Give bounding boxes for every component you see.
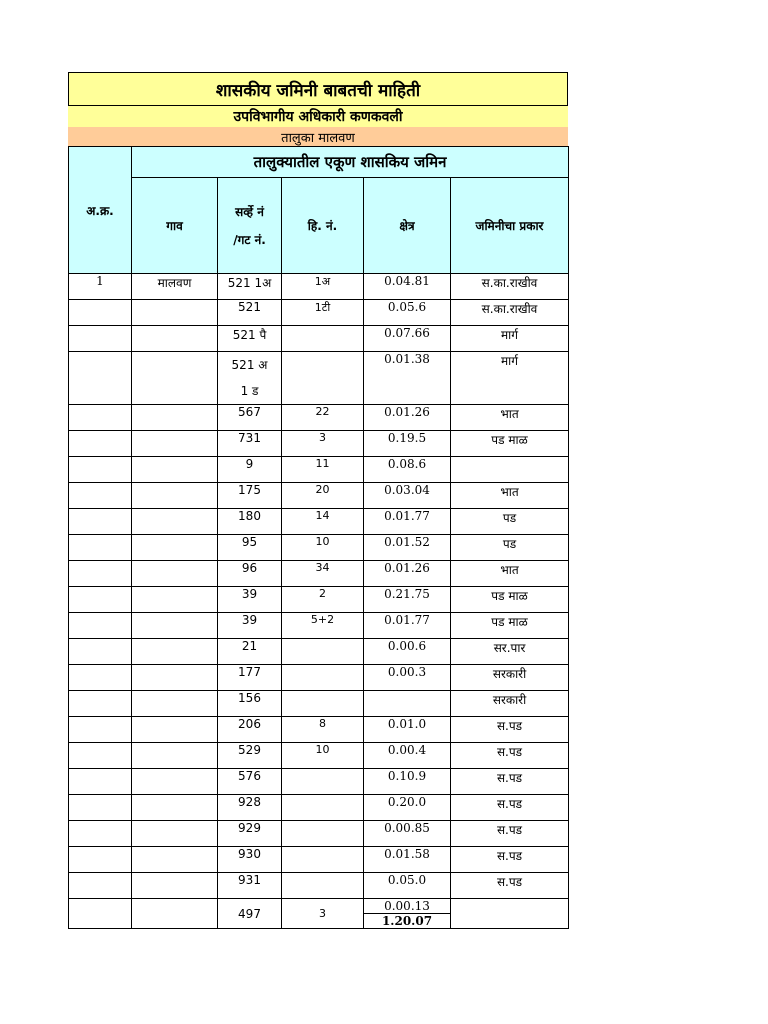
group-header: तालुक्यातील एकूण शासकिय जमिन: [132, 147, 569, 178]
hissa-cell: [282, 326, 364, 352]
survey-cell: 521 1अ: [218, 274, 282, 300]
survey-cell: 9: [218, 457, 282, 483]
area-cell: 0.01.38: [364, 352, 451, 405]
survey-cell: 21: [218, 639, 282, 665]
table-row: [69, 717, 569, 743]
survey-cell: [218, 352, 282, 405]
table-row: [69, 352, 569, 405]
village-cell: [132, 717, 218, 743]
land-type-cell: भात: [451, 561, 569, 587]
serial-cell: [69, 326, 132, 352]
hissa-cell: [282, 352, 364, 405]
survey-cell: 567: [218, 405, 282, 431]
hissa-cell: 2: [282, 587, 364, 613]
village-cell: [132, 873, 218, 899]
land-type-cell: स.का.राखीव: [451, 300, 569, 326]
col-hissa: हि. नं.: [282, 178, 364, 274]
serial-cell: [69, 769, 132, 795]
area-cell: 0.10.9: [364, 769, 451, 795]
village-cell: [132, 300, 218, 326]
serial-cell: [69, 743, 132, 769]
area-cell: 0.01.26: [364, 561, 451, 587]
col-survey-line1: सर्व्हे नं: [235, 204, 264, 219]
last-serial: [69, 899, 132, 929]
village-cell: [132, 821, 218, 847]
hissa-cell: 8: [282, 717, 364, 743]
survey-cell: 180: [218, 509, 282, 535]
area-cell: 0.00.6: [364, 639, 451, 665]
hissa-cell: [282, 769, 364, 795]
table-row: [69, 326, 569, 352]
hissa-cell: 5+2: [282, 613, 364, 639]
table-row: [69, 769, 569, 795]
area-cell: 0.01.77: [364, 613, 451, 639]
land-type-cell: स.पड: [451, 795, 569, 821]
serial-cell: [69, 352, 132, 405]
hissa-cell: 22: [282, 405, 364, 431]
area-cell: 0.01.52: [364, 535, 451, 561]
col-serial: अ.क्र.: [69, 147, 132, 274]
hissa-cell: 3: [282, 431, 364, 457]
survey-cell: 731: [218, 431, 282, 457]
land-type-cell: पड: [451, 509, 569, 535]
table-row: [69, 561, 569, 587]
village-cell: [132, 352, 218, 405]
table-row: [69, 743, 569, 769]
land-type-cell: स.पड: [451, 821, 569, 847]
village-cell: [132, 639, 218, 665]
serial-cell: [69, 795, 132, 821]
table-row: [69, 300, 569, 326]
survey-cell: 931: [218, 873, 282, 899]
serial-cell: [69, 457, 132, 483]
land-type-cell: स.का.राखीव: [451, 274, 569, 300]
village-cell: [132, 405, 218, 431]
area-cell: 0.00.3: [364, 665, 451, 691]
serial-cell: [69, 821, 132, 847]
survey-cell: 576: [218, 769, 282, 795]
last-area: 0.00.13: [364, 899, 451, 914]
area-cell: 0.21.75: [364, 587, 451, 613]
area-cell: 0.03.04: [364, 483, 451, 509]
serial-cell: [69, 431, 132, 457]
land-type-cell: सरकारी: [451, 691, 569, 717]
serial-cell: [69, 639, 132, 665]
survey-line1: 521 अ: [231, 358, 268, 372]
area-cell: 0.08.6: [364, 457, 451, 483]
table-row: [69, 587, 569, 613]
serial-cell: 1: [69, 274, 132, 300]
table-row: [69, 509, 569, 535]
land-type-cell: भात: [451, 483, 569, 509]
hissa-cell: 1अ: [282, 274, 364, 300]
survey-cell: 156: [218, 691, 282, 717]
table-row: [69, 431, 569, 457]
serial-cell: [69, 665, 132, 691]
hissa-cell: [282, 665, 364, 691]
land-type-cell: सरकारी: [451, 665, 569, 691]
village-cell: [132, 743, 218, 769]
survey-line2: 1 ड: [240, 384, 259, 398]
table-row: [69, 483, 569, 509]
village-cell: [132, 847, 218, 873]
hissa-cell: 14: [282, 509, 364, 535]
area-cell: 0.19.5: [364, 431, 451, 457]
col-village: गाव: [132, 178, 218, 274]
survey-cell: 529: [218, 743, 282, 769]
village-cell: [132, 665, 218, 691]
col-survey: [218, 178, 282, 274]
area-cell: 0.07.66: [364, 326, 451, 352]
land-type-cell: स.पड: [451, 717, 569, 743]
land-type-cell: पड माळ: [451, 431, 569, 457]
village-cell: मालवण: [132, 274, 218, 300]
area-cell: 0.01.58: [364, 847, 451, 873]
table-row: [69, 274, 569, 300]
taluka-label: तालुका मालवण: [68, 127, 568, 146]
hissa-cell: 34: [282, 561, 364, 587]
serial-cell: [69, 873, 132, 899]
last-type: [451, 899, 569, 929]
hissa-cell: [282, 821, 364, 847]
hissa-cell: 11: [282, 457, 364, 483]
serial-cell: [69, 717, 132, 743]
area-cell: 0.05.6: [364, 300, 451, 326]
serial-cell: [69, 561, 132, 587]
serial-cell: [69, 847, 132, 873]
land-type-cell: सर.पार: [451, 639, 569, 665]
serial-cell: [69, 483, 132, 509]
survey-cell: 928: [218, 795, 282, 821]
land-type-cell: पड माळ: [451, 613, 569, 639]
area-cell: 0.20.0: [364, 795, 451, 821]
col-land-type: जमिनीचा प्रकार: [451, 178, 569, 274]
serial-cell: [69, 300, 132, 326]
table-row: [69, 405, 569, 431]
survey-cell: 521: [218, 300, 282, 326]
sheet-title: शासकीय जमिनी बाबतची माहिती: [68, 72, 568, 106]
survey-cell: 521 पै: [218, 326, 282, 352]
village-cell: [132, 613, 218, 639]
village-cell: [132, 535, 218, 561]
serial-cell: [69, 587, 132, 613]
survey-cell: 930: [218, 847, 282, 873]
village-cell: [132, 691, 218, 717]
table-row: [69, 795, 569, 821]
land-type-cell: भात: [451, 405, 569, 431]
area-cell: 0.04.81: [364, 274, 451, 300]
serial-cell: [69, 535, 132, 561]
survey-cell: 39: [218, 587, 282, 613]
survey-cell: 96: [218, 561, 282, 587]
land-type-cell: मार्ग: [451, 352, 569, 405]
hissa-cell: [282, 639, 364, 665]
area-cell: [364, 691, 451, 717]
last-village: [132, 899, 218, 929]
survey-cell: 39: [218, 613, 282, 639]
village-cell: [132, 483, 218, 509]
area-cell: 0.01.26: [364, 405, 451, 431]
table-row: [69, 873, 569, 899]
table-row: [69, 847, 569, 873]
village-cell: [132, 326, 218, 352]
land-table: [68, 146, 569, 929]
serial-cell: [69, 691, 132, 717]
hissa-cell: [282, 873, 364, 899]
village-cell: [132, 509, 218, 535]
area-cell: 0.05.0: [364, 873, 451, 899]
land-type-cell: स.पड: [451, 847, 569, 873]
survey-cell: 175: [218, 483, 282, 509]
table-body: [69, 274, 569, 899]
land-type-cell: पड माळ: [451, 587, 569, 613]
hissa-cell: 10: [282, 743, 364, 769]
office-subtitle: उपविभागीय अधिकारी कणकवली: [68, 106, 568, 127]
hissa-cell: 10: [282, 535, 364, 561]
area-cell: 0.00.4: [364, 743, 451, 769]
area-cell: 0.01.0: [364, 717, 451, 743]
village-cell: [132, 795, 218, 821]
table-row: [69, 665, 569, 691]
hissa-cell: 1टी: [282, 300, 364, 326]
area-cell: 0.01.77: [364, 509, 451, 535]
col-survey-line2: /गट नं.: [233, 232, 266, 247]
last-survey: 497: [218, 899, 282, 929]
table-row: [69, 457, 569, 483]
village-cell: [132, 561, 218, 587]
land-type-cell: स.पड: [451, 743, 569, 769]
hissa-cell: [282, 691, 364, 717]
land-info-sheet: [68, 72, 568, 929]
hissa-cell: [282, 847, 364, 873]
land-type-cell: स.पड: [451, 873, 569, 899]
table-row: [69, 613, 569, 639]
serial-cell: [69, 613, 132, 639]
table-row: [69, 691, 569, 717]
survey-cell: 95: [218, 535, 282, 561]
land-type-cell: मार्ग: [451, 326, 569, 352]
survey-cell: 177: [218, 665, 282, 691]
area-cell: 0.00.85: [364, 821, 451, 847]
village-cell: [132, 431, 218, 457]
land-type-cell: [451, 457, 569, 483]
survey-cell: 206: [218, 717, 282, 743]
table-row: [69, 821, 569, 847]
village-cell: [132, 587, 218, 613]
serial-cell: [69, 509, 132, 535]
table-row: [69, 535, 569, 561]
col-area: क्षेत्र: [364, 178, 451, 274]
hissa-cell: 20: [282, 483, 364, 509]
hissa-cell: [282, 795, 364, 821]
land-type-cell: स.पड: [451, 769, 569, 795]
serial-cell: [69, 405, 132, 431]
land-type-cell: पड: [451, 535, 569, 561]
last-hissa: 3: [282, 899, 364, 929]
survey-cell: 929: [218, 821, 282, 847]
village-cell: [132, 769, 218, 795]
table-row: [69, 639, 569, 665]
total-area: 1.20.07: [364, 914, 451, 929]
village-cell: [132, 457, 218, 483]
